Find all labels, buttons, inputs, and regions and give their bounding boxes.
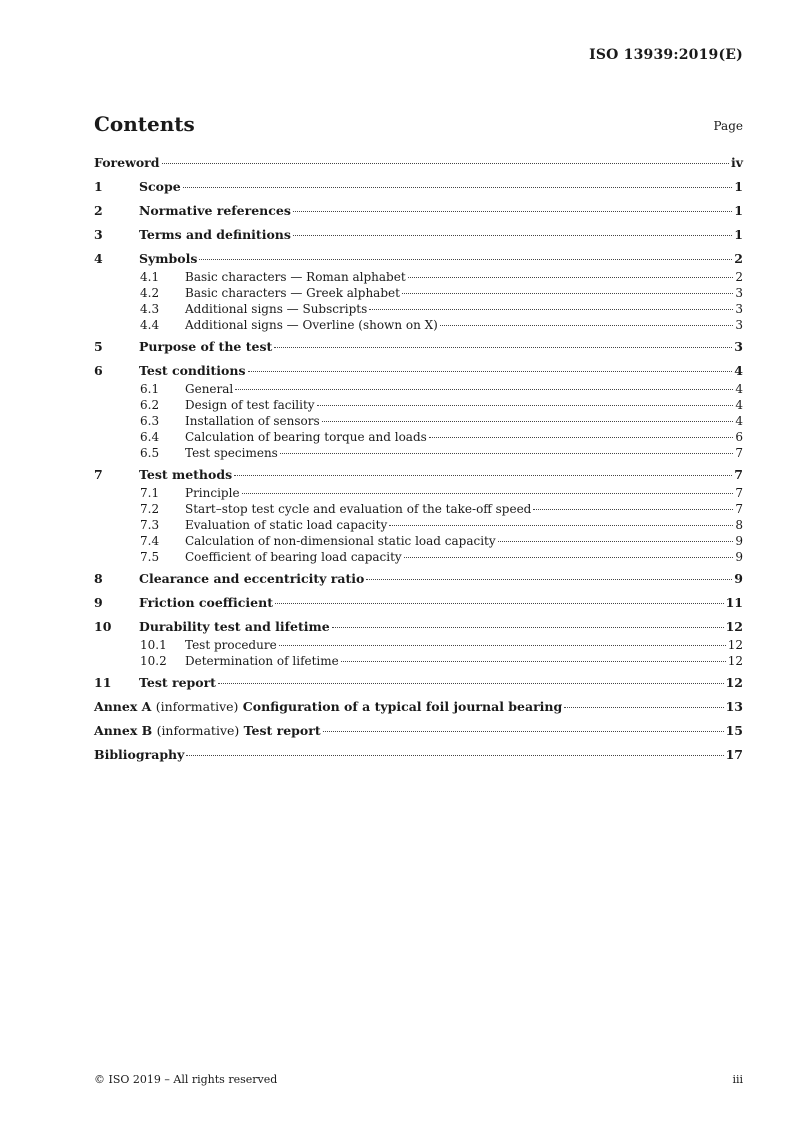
toc-annex-title [94, 697, 562, 717]
toc-entry-number: 6 [94, 363, 103, 378]
toc-entry-page: 4 [734, 363, 743, 378]
toc-entry[interactable] [94, 445, 743, 461]
toc-entry-number: 7 [94, 467, 103, 482]
toc-entry-title: Durability test and lifetime [139, 619, 330, 634]
toc-entry-page: 3 [735, 302, 743, 316]
toc-entry[interactable] [94, 653, 743, 669]
contents-title: Contents [94, 112, 195, 136]
toc-entry-title: Purpose of the test [139, 339, 273, 354]
dot-leader [218, 683, 724, 684]
dot-leader [533, 509, 733, 510]
toc-entry[interactable] [94, 413, 743, 429]
toc-entry-title: Determination of lifetime [185, 654, 339, 668]
toc-entry[interactable] [94, 397, 743, 413]
dot-leader [564, 707, 723, 708]
dot-leader [498, 541, 734, 542]
toc-entry-number: 4 [94, 251, 103, 266]
dot-leader [234, 475, 732, 476]
dot-leader [242, 493, 734, 494]
dot-leader [280, 453, 734, 454]
dot-leader [323, 731, 724, 732]
toc-entry-page: 4 [735, 382, 743, 396]
dot-leader [440, 325, 734, 326]
toc-entry-title: Additional signs — Overline (shown on X) [185, 318, 438, 332]
dot-leader [183, 187, 733, 188]
toc-entry-page: 3 [735, 318, 743, 332]
footer-page-number: iii [732, 1073, 743, 1086]
toc-entry-page: 12 [727, 638, 743, 652]
toc-entry[interactable] [94, 249, 743, 269]
toc-entry[interactable] [94, 501, 743, 517]
toc-entry-number: 7.5 [140, 550, 160, 564]
toc-entry[interactable] [94, 361, 743, 381]
toc-entry[interactable] [94, 429, 743, 445]
toc-entry-title: Scope [139, 179, 181, 194]
toc-entry-page: 9 [735, 534, 743, 548]
toc-entry[interactable] [94, 465, 743, 485]
toc-entry[interactable] [94, 153, 743, 173]
toc-entry-title: Coefficient of bearing load capacity [185, 550, 402, 564]
toc-entry-number: 10.1 [140, 638, 167, 652]
dot-leader [275, 603, 724, 604]
toc-entry-title: Test specimens [185, 446, 278, 460]
toc-entry-number: 6.3 [140, 414, 160, 428]
toc-entry-title: Additional signs — Subscripts [185, 302, 368, 316]
toc-entry-number: 4.2 [140, 286, 160, 300]
toc-entry-title: Basic characters — Greek alphabet [185, 286, 400, 300]
toc-entry[interactable] [94, 485, 743, 501]
toc-entry[interactable] [94, 177, 743, 197]
toc-entry-title: Test procedure [185, 638, 277, 652]
toc-entry[interactable] [94, 533, 743, 549]
toc-entry-page: 11 [725, 595, 743, 610]
toc-entry-page: 15 [725, 723, 743, 738]
toc-annex-title [94, 721, 321, 741]
toc-entry-title: Test conditions [139, 363, 246, 378]
dot-leader [366, 579, 732, 580]
toc-entry[interactable] [94, 201, 743, 221]
toc-entry-number: 6.1 [140, 382, 160, 396]
toc-entry-title: Calculation of non-dimensional static load capacity [185, 534, 496, 548]
toc-entry-page: 3 [734, 339, 743, 354]
toc-entry-title: Friction coefficient [139, 595, 273, 610]
toc-entry-page: 9 [735, 550, 743, 564]
toc-entry[interactable] [94, 269, 743, 285]
toc-entry[interactable] [94, 721, 743, 741]
toc-entry-number: 11 [94, 675, 112, 690]
toc-entry-page: 12 [725, 675, 743, 690]
toc-entry-title: Clearance and eccentricity ratio [139, 571, 365, 586]
toc-entry-number: 9 [94, 595, 103, 610]
toc-entry-page: 13 [725, 699, 743, 714]
toc-annex-prefix: Annex B [94, 723, 153, 738]
toc-entry-number: 4.3 [140, 302, 160, 316]
toc-entry-title: Foreword [94, 155, 160, 170]
toc-entry-number: 8 [94, 571, 103, 586]
dot-leader [274, 347, 732, 348]
toc-entry[interactable] [94, 745, 743, 765]
toc-entry-page: 2 [734, 251, 743, 266]
toc-annex-name: Configuration of a typical foil journal bearing [242, 699, 563, 714]
toc-entry[interactable] [94, 697, 743, 717]
dot-leader [248, 371, 733, 372]
toc-entry[interactable] [94, 337, 743, 357]
toc-entry-title: Installation of sensors [185, 414, 320, 428]
table-of-contents [94, 153, 743, 765]
dot-leader [341, 661, 726, 662]
toc-annex-name: Test report [243, 723, 321, 738]
toc-entry-number: 10 [94, 619, 112, 634]
toc-entry-number: 4.1 [140, 270, 160, 284]
toc-entry[interactable] [94, 549, 743, 565]
toc-annex-note: (informative) [155, 699, 239, 714]
toc-entry-title: Normative references [139, 203, 291, 218]
toc-entry-title: Bibliography [94, 747, 185, 762]
toc-entry-page: 17 [725, 747, 743, 762]
toc-entry-number: 4.4 [140, 318, 160, 332]
toc-entry-title: Test report [139, 675, 216, 690]
toc-entry-page: 1 [734, 227, 743, 242]
toc-entry-page: 2 [735, 270, 743, 284]
toc-entry-title: Terms and definitions [139, 227, 291, 242]
toc-entry-number: 2 [94, 203, 103, 218]
toc-entry-number: 3 [94, 227, 103, 242]
toc-entry-page: 4 [735, 398, 743, 412]
toc-entry[interactable] [94, 317, 743, 333]
toc-entry[interactable] [94, 285, 743, 301]
toc-entry-title: Design of test facility [185, 398, 315, 412]
dot-leader [389, 525, 733, 526]
toc-entry-number: 10.2 [140, 654, 167, 668]
toc-entry-number: 6.5 [140, 446, 160, 460]
document-id: ISO 13939:2019(E) [589, 47, 743, 63]
toc-entry-page: 9 [734, 571, 743, 586]
toc-entry-number: 6.2 [140, 398, 160, 412]
dot-leader [293, 235, 732, 236]
toc-entry-page: 7 [734, 467, 743, 482]
dot-leader [429, 437, 734, 438]
dot-leader [404, 557, 734, 558]
toc-entry-page: 7 [735, 486, 743, 500]
toc-entry-title: Symbols [139, 251, 198, 266]
toc-entry-page: 1 [734, 179, 743, 194]
dot-leader [162, 163, 729, 164]
toc-entry[interactable] [94, 381, 743, 397]
toc-annex-note: (informative) [156, 723, 240, 738]
toc-entry-page: 4 [735, 414, 743, 428]
toc-entry[interactable] [94, 517, 743, 533]
toc-entry[interactable] [94, 593, 743, 613]
toc-entry-title: Test methods [139, 467, 233, 482]
toc-entry-page: 1 [734, 203, 743, 218]
toc-entry-title: Start–stop test cycle and evaluation of the take-off speed [185, 502, 532, 516]
dot-leader [332, 627, 724, 628]
toc-entry-number: 6.4 [140, 430, 160, 444]
toc-entry-number: 7.4 [140, 534, 160, 548]
toc-entry-page: 12 [725, 619, 743, 634]
footer-copyright: © ISO 2019 – All rights reserved [94, 1073, 278, 1086]
toc-annex-prefix: Annex A [94, 699, 152, 714]
toc-entry-number: 7.1 [140, 486, 160, 500]
dot-leader [402, 293, 733, 294]
dot-leader [199, 259, 732, 260]
toc-entry-page: 7 [735, 502, 743, 516]
dot-leader [186, 755, 723, 756]
dot-leader [369, 309, 733, 310]
toc-entry-number: 1 [94, 179, 103, 194]
toc-entry-page: 3 [735, 286, 743, 300]
dot-leader [279, 645, 726, 646]
toc-entry[interactable] [94, 637, 743, 653]
toc-entry-title: Principle [185, 486, 240, 500]
dot-leader [293, 211, 732, 212]
toc-entry-title: Calculation of bearing torque and loads [185, 430, 427, 444]
toc-entry-title: Evaluation of static load capacity [185, 518, 388, 532]
toc-entry[interactable] [94, 617, 743, 637]
toc-entry-page: iv [730, 155, 743, 170]
toc-entry-page: 8 [735, 518, 743, 532]
dot-leader [235, 389, 733, 390]
dot-leader [317, 405, 734, 406]
page-column-label: Page [713, 119, 743, 133]
toc-entry[interactable] [94, 225, 743, 245]
toc-entry-number: 7.2 [140, 502, 160, 516]
toc-entry-page: 6 [735, 430, 743, 444]
toc-entry-number: 5 [94, 339, 103, 354]
dot-leader [408, 277, 734, 278]
toc-entry-number: 7.3 [140, 518, 160, 532]
toc-entry[interactable] [94, 301, 743, 317]
toc-entry-page: 7 [735, 446, 743, 460]
toc-entry[interactable] [94, 569, 743, 589]
toc-entry[interactable] [94, 673, 743, 693]
toc-entry-title: General [185, 382, 234, 396]
dot-leader [322, 421, 734, 422]
toc-entry-page: 12 [727, 654, 743, 668]
toc-entry-title: Basic characters — Roman alphabet [185, 270, 406, 284]
